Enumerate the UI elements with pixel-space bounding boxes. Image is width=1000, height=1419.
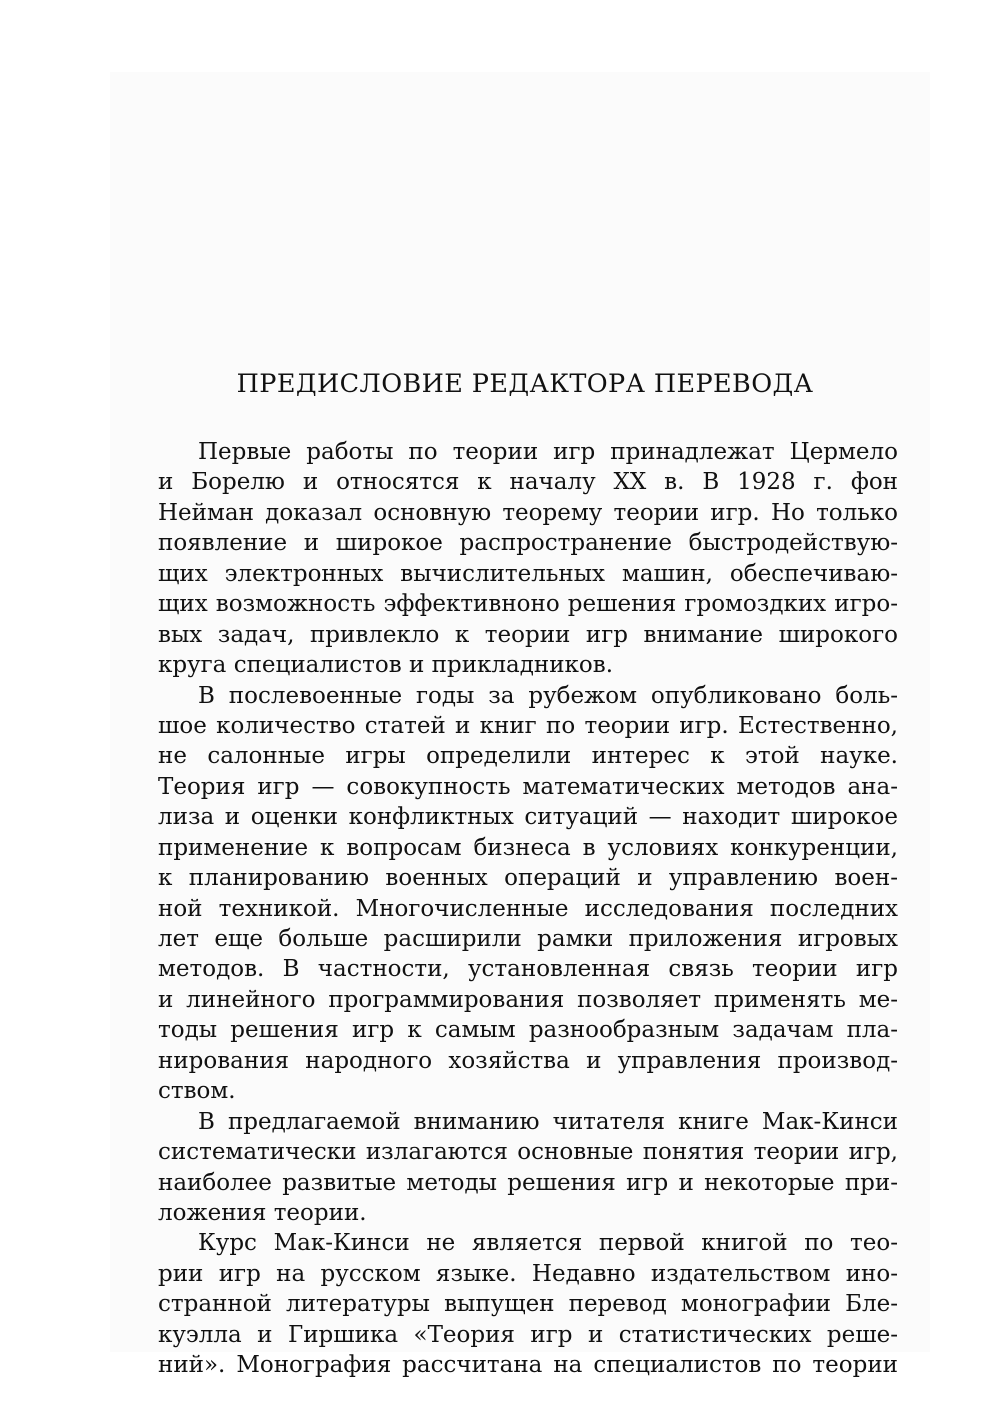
- text-line: и линейного программирования позволяет применять ме-: [158, 986, 898, 1013]
- text-line: Нейман доказал основную теорему теории игр. Но только: [158, 499, 898, 526]
- text-line: появление и широкое распространение быстродействую-: [158, 530, 898, 557]
- text-line: ной техникой. Многочисленные исследования последних: [158, 895, 898, 922]
- text-line: не салонные игры определили интерес к этой науке.: [158, 743, 898, 770]
- text-line: лет еще больше расширили рамки приложения игровых: [158, 926, 898, 952]
- text-line: ний». Монография рассчитана на специалистов по теории: [158, 1352, 898, 1379]
- text-line: тоды решения игр к самым разнообразным задачам пла-: [158, 1017, 898, 1044]
- text-line: В предлагаемой вниманию читателя книге Мак-Кинси: [198, 1108, 898, 1135]
- text-line: щих электронных вычислительных машин, обеспечиваю-: [158, 560, 898, 587]
- text-line: шое количество статей и книг по теории игр. Естественно,: [158, 712, 898, 739]
- text-line: нирования народного хозяйства и управления производ-: [158, 1047, 898, 1074]
- text-line: применение к вопросам бизнеса в условиях конкуренции,: [158, 834, 898, 861]
- text-line: странной литературы выпущен перевод монографии Бле-: [158, 1291, 898, 1318]
- text-line: и Борелю и относятся к началу XX в. В 1928 г. фон: [158, 469, 898, 496]
- text-line: вых задач, привлекло к теории игр внимание широкого: [158, 621, 898, 648]
- text-line: рии игр на русском языке. Недавно издательством ино-: [158, 1260, 898, 1287]
- body-text: [158, 437, 898, 1381]
- text-line: Теория игр — совокупность математических методов ана-: [158, 773, 898, 800]
- text-line: Первые работы по теории игр принадлежат Цермело: [198, 439, 898, 465]
- text-line: систематически излагаются основные понятия теории игр,: [158, 1139, 898, 1166]
- page-heading: ПРЕДИСЛОВИЕ РЕДАКТОРА ПЕРЕВОДА: [236, 369, 814, 399]
- text-line: методов. В частности, установленная связь теории игр: [158, 956, 898, 983]
- text-line: ством.: [158, 1078, 236, 1105]
- text-line: щих возможность эффективноно решения громоздких игро-: [158, 591, 898, 618]
- text-line: В послевоенные годы за рубежом опубликовано боль-: [198, 682, 898, 709]
- text-line: ложения теории.: [158, 1199, 367, 1226]
- text-line: круга специалистов и прикладников.: [158, 652, 614, 679]
- text-line: куэлла и Гиршика «Теория игр и статистических реше-: [158, 1321, 898, 1348]
- text-line: к планированию военных операций и управлению воен-: [158, 865, 898, 892]
- text-line: Курс Мак-Кинси не является первой книгой по тео-: [198, 1230, 898, 1257]
- text-line: лиза и оценки конфликтных ситуаций — находит широкое: [158, 804, 898, 831]
- text-line: наиболее развитые методы решения игр и некоторые при-: [158, 1169, 898, 1196]
